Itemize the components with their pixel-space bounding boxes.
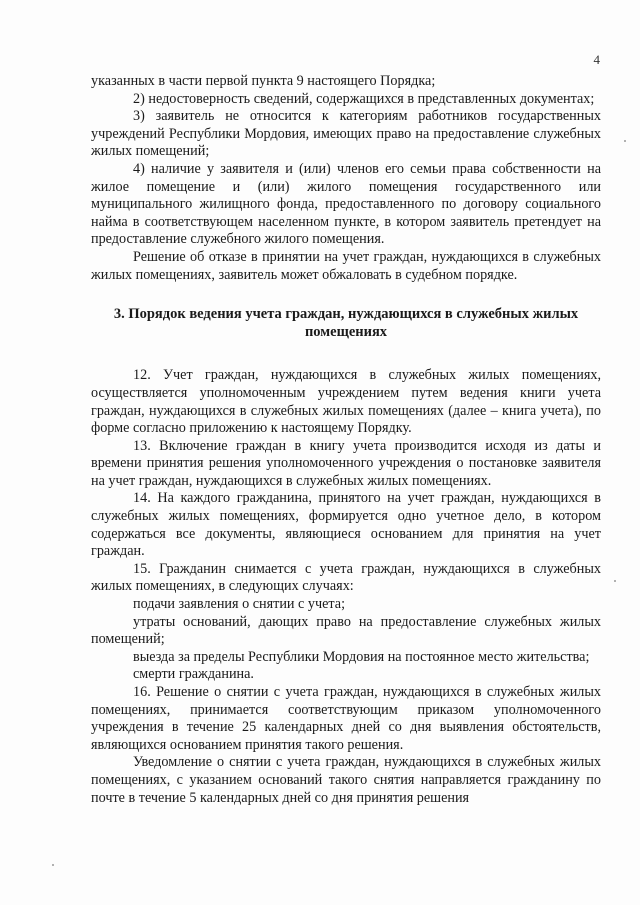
paragraph-item-3: 3) заявитель не относится к категориям работников государственных учреждений Республики Мордовия, имеющих право на предоставление служебных жилых помещений; (91, 108, 601, 160)
paragraph-14: 14. На каждого гражданина, принятого на учет граждан, нуждающихся в служебных жилых помещениях, формируется одно учетное дело, в котором содержаться все документы, являющиеся основанием для принятия на учет граждан. (91, 490, 601, 560)
scan-speck (624, 140, 626, 142)
list-item-loss-of-grounds: утраты оснований, дающих право на предоставление служебных жилых помещений; (91, 613, 601, 648)
list-item-application: подачи заявления о снятии с учета; (133, 596, 346, 613)
document-body (91, 73, 601, 807)
section-heading: 3. Порядок ведения учета граждан, нуждающихся в служебных жилых помещениях (113, 306, 579, 340)
paragraph-12: 12. Учет граждан, нуждающихся в служебных жилых помещениях, осуществляется уполномоченным учреждением путем ведения книги учета граждан, нуждающихся в служебных жилых помещениях (далее – книга учета), по форме согласно приложению к настоящему Порядку. (91, 367, 601, 437)
scan-speck (52, 864, 54, 866)
list-item-departure: выезда за пределы Республики Мордовия на постоянное место жительства; (133, 648, 590, 665)
list-item-death: смерти гражданина. (133, 666, 254, 683)
paragraph-13: 13. Включение граждан в книгу учета производится исходя из даты и времени принятия решения уполномоченного учреждения о постановке заявителя на учет граждан, нуждающихся в служебных жилых помещениях. (91, 437, 601, 489)
paragraph-item-4: 4) наличие у заявителя и (или) членов его семьи права собственности на жилое помещение и (или) жилого помещения государственного или муниципального жилищного фонда, предоставленного по договору социального найма в соответствующем населенном пункте, в котором заявитель претендует на предоставление служебного жилого помещения. (91, 160, 601, 248)
page-number: 4 (593, 52, 600, 67)
paragraph-notification: Уведомление о снятии с учета граждан, нуждающихся в служебных жилых помещениях, с указанием оснований такого снятия направляется гражданину по почте в течение 5 календарных дней со дня принятия решения (91, 754, 601, 806)
scan-speck (614, 580, 616, 582)
paragraph-16: 16. Решение о снятии с учета граждан, нуждающихся в служебных жилых помещениях, принимается соответствующим приказом уполномоченного учреждения в течение 25 календарных дней со дня выявления обстоятельств, являющихся основанием принятия такого решения. (91, 684, 601, 753)
paragraph-15: 15. Гражданин снимается с учета граждан, нуждающихся в служебных жилых помещениях, в следующих случаях: (91, 560, 601, 595)
paragraph-appeal: Решение об отказе в принятии на учет граждан, нуждающихся в служебных жилых помещениях, заявитель может обжаловать в судебном порядке. (91, 248, 601, 283)
paragraph-continuation: указанных в части первой пункта 9 настоящего Порядка; (91, 73, 436, 89)
paragraph-item-2: 2) недостоверность сведений, содержащихся в представленных документах; (133, 90, 595, 107)
